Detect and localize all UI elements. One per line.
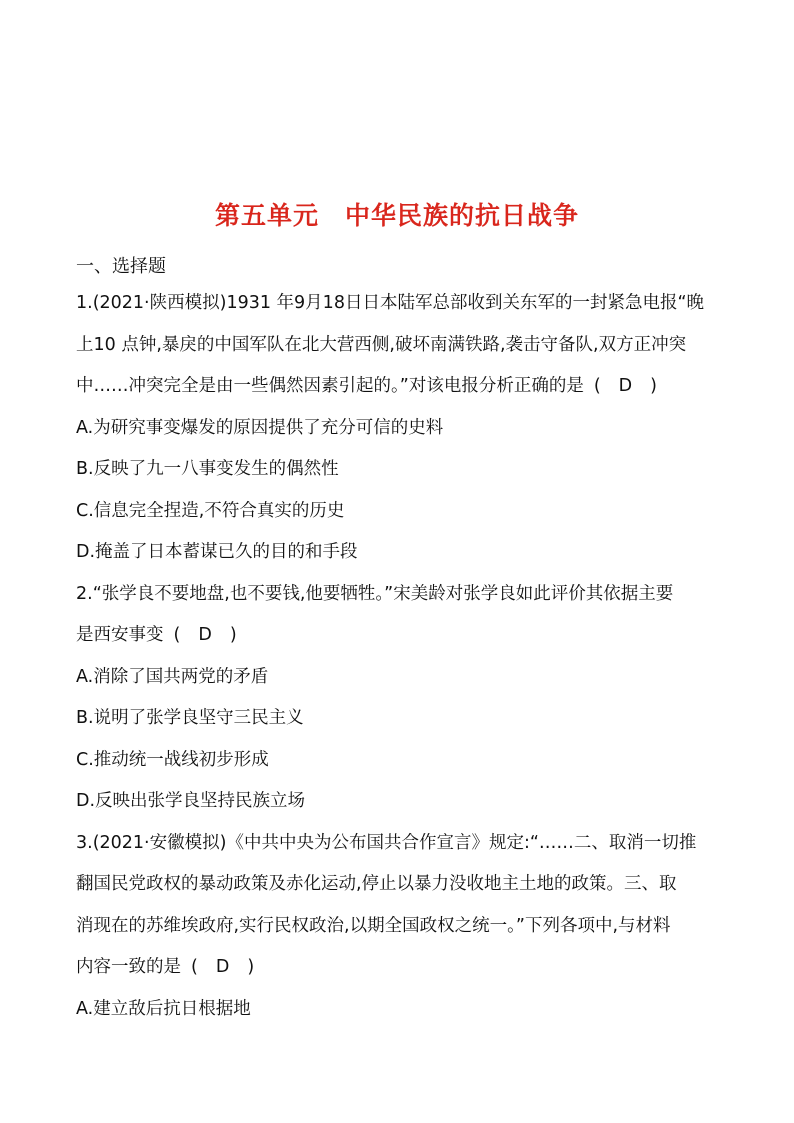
- question-stem-line: 上10 点钟,暴戾的中国军队在北大营西侧,破坏南满铁路,袭击守备队,双方正冲突: [76, 334, 687, 355]
- option-d: D.反映出张学良坚持民族立场: [76, 791, 306, 811]
- option-b: B.说明了张学良坚守三民主义: [76, 708, 304, 728]
- answer-bracket: ( D ): [174, 615, 237, 657]
- question-stem-line: 消现在的苏维埃政府,实行民权政治,以期全国政权之统一。”下列各项中,与材料: [76, 915, 671, 936]
- question-stem-text: 内容一致的是: [76, 957, 181, 977]
- option-a: A.消除了国共两党的矛盾: [76, 666, 269, 687]
- section-heading: 一、选择题: [76, 256, 166, 277]
- option-a: A.为研究事变爆发的原因提供了充分可信的史料: [76, 417, 444, 438]
- answer-letter: D: [618, 376, 633, 396]
- question-stem-line: [76, 615, 721, 657]
- question-stem-line: [76, 366, 721, 408]
- option-c: C.信息完全捏造,不符合真实的历史: [76, 500, 345, 521]
- option-d: D.掩盖了日本蓄谋已久的目的和手段: [76, 542, 358, 562]
- question-stem-text: 中……冲突完全是由一些偶然因素引起的。”对该电报分析正确的是: [76, 376, 584, 396]
- question-stem-line: 1.(2021·陕西模拟)1931 年9月18日日本陆军总部收到关东军的一封紧急电报“晚: [76, 293, 705, 313]
- page-title: 第五单元 中华民族的抗日战争: [214, 201, 579, 230]
- option-c: C.推动统一战线初步形成: [76, 749, 269, 770]
- answer-letter: D: [215, 957, 230, 977]
- answer-bracket: ( D ): [191, 947, 254, 989]
- question-stem-text: 是西安事变: [76, 625, 164, 645]
- question-stem-line: 翻国民党政权的暴动政策及赤化运动,停止以暴力没收地主土地的政策。三、取: [76, 874, 677, 894]
- question-stem-line: 2.“张学良不要地盘,也不要钱,他要牺牲。”宋美龄对张学良如此评价其依据主要: [76, 583, 674, 604]
- question-1: [76, 283, 721, 574]
- question-stem-line: 3.(2021·安徽模拟)《中共中央为公布国共合作宣言》规定:“……二、取消一切推: [76, 832, 697, 853]
- option-a: A.建立敌后抗日根据地: [76, 998, 251, 1019]
- question-3: [76, 823, 721, 1031]
- option-b: B.反映了九一八事变发生的偶然性: [76, 459, 339, 479]
- answer-letter: D: [198, 625, 212, 645]
- question-stem-line: [76, 947, 721, 989]
- question-2: [76, 574, 721, 823]
- answer-bracket: ( D ): [594, 366, 657, 408]
- question-list: [76, 283, 721, 1030]
